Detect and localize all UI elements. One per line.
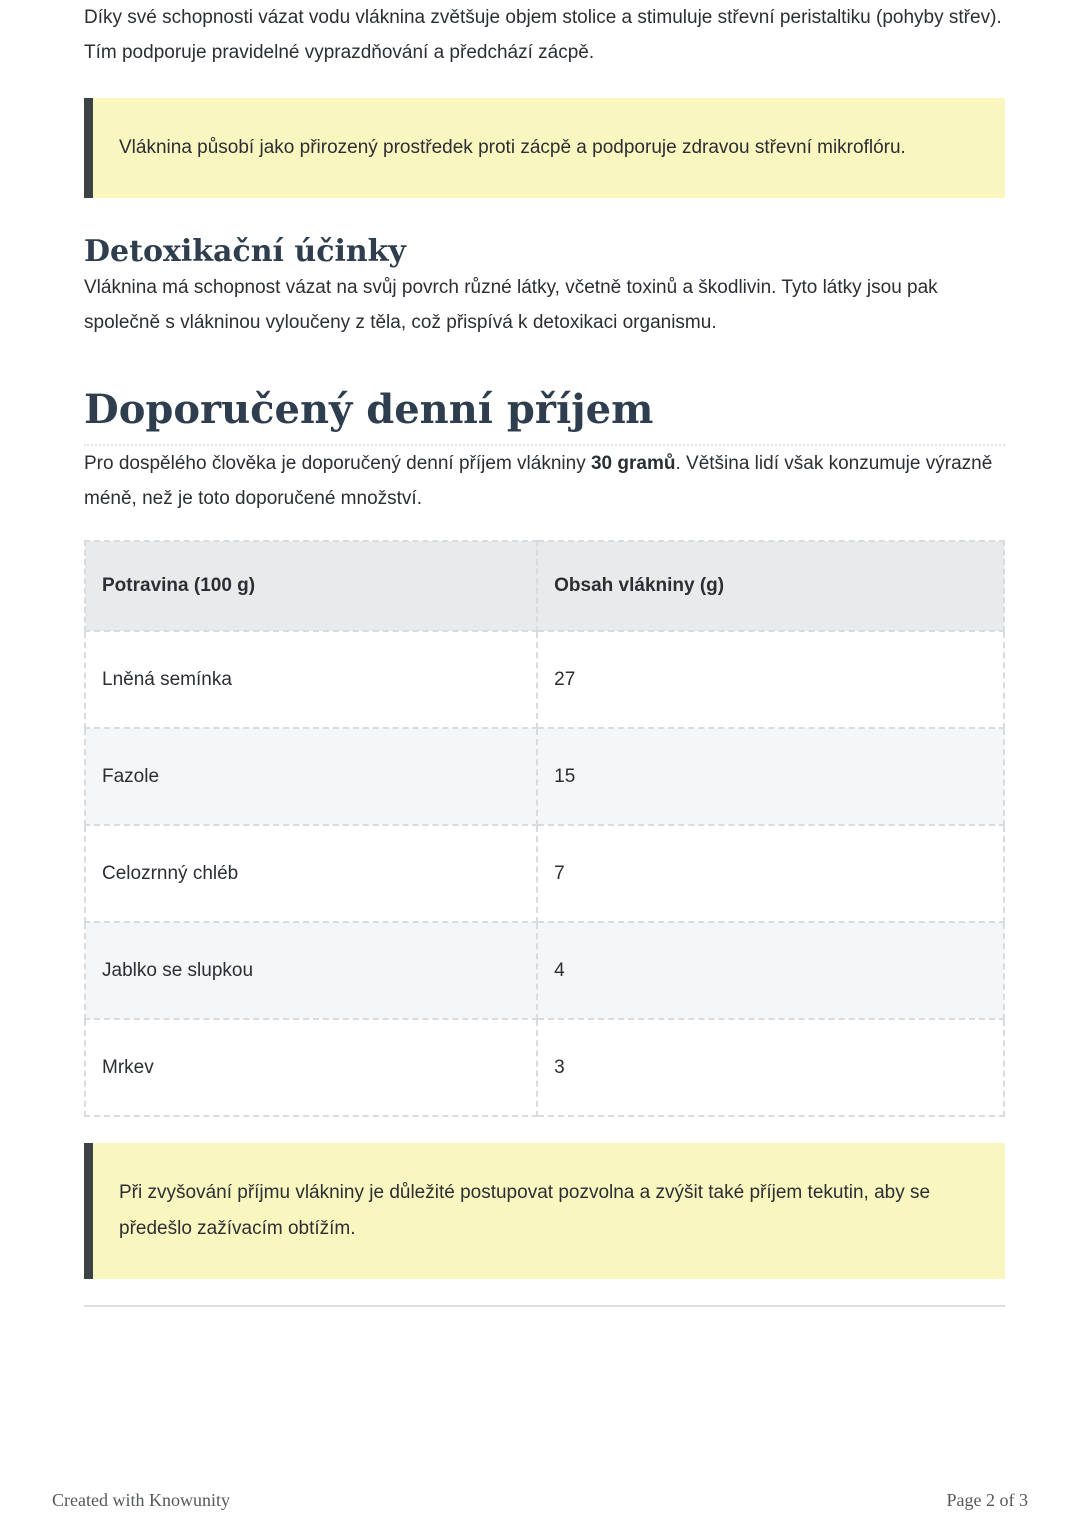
page-number: Page 2 of 3 (946, 1490, 1028, 1510)
page-footer (52, 1490, 1028, 1511)
food-cell: Mrkev (85, 1019, 537, 1116)
food-cell: Celozrnný chléb (85, 825, 537, 922)
table-row (85, 922, 1004, 1019)
daily-intake-paragraph (84, 446, 1005, 516)
detox-paragraph: Vláknina má schopnost vázat na svůj povrch různé látky, včetně toxinů a škodlivin. Tyto látky jsou pak společně s vlákninou vyloučeny z těla, což přispívá k detoxikaci organismu. (84, 277, 938, 333)
table-header-row (85, 541, 1004, 631)
table-body (85, 631, 1004, 1116)
footer-branding: Created with Knowunity (52, 1490, 230, 1510)
food-cell: Fazole (85, 728, 537, 825)
daily-intake-heading: Doporučený denní příjem (84, 386, 1005, 446)
food-cell: Lněná semínka (85, 631, 537, 728)
table-row (85, 631, 1004, 728)
fiber-cell: 15 (537, 728, 1004, 825)
table-row (85, 728, 1004, 825)
food-cell: Jablko se slupkou (85, 922, 537, 1019)
daily-intake-amount: 30 gramů (590, 453, 676, 474)
callout-increase-intake-text: Při zvyšování příjmu vlákniny je důležité postupovat pozvolna a zvýšit také příjem tekutin, aby se předešlo zažívacím obtížím. (119, 1182, 931, 1239)
callout-constipation (84, 98, 1005, 198)
table-row (85, 1019, 1004, 1116)
footer-divider (84, 1305, 1005, 1307)
fiber-cell: 27 (537, 631, 1004, 728)
table-row (85, 825, 1004, 922)
table-header (85, 541, 1004, 631)
detox-heading: Detoxikační účinky (84, 234, 406, 269)
callout-constipation-text: Vláknina působí jako přirozený prostředek proti zácpě a podporuje zdravou střevní mikroflóru. (119, 137, 906, 158)
fiber-cell: 7 (537, 825, 1004, 922)
daily-intake-tail: . Většina lidí však konzumuje výrazně méně, než je toto doporučené množství. (84, 453, 993, 509)
fiber-cell: 3 (537, 1019, 1004, 1116)
callout-increase-intake (84, 1143, 1005, 1279)
fiber-cell: 4 (537, 922, 1004, 1019)
daily-intake-lead: Pro dospělého člověka je doporučený denní příjem vlákniny (84, 453, 591, 474)
intro-paragraph: Díky své schopnosti vázat vodu vláknina zvětšuje objem stolice a stimuluje střevní peristaltiku (pohyby střev). Tím podporuje pravidelné vyprazdňování a předchází zácpě. (84, 7, 1002, 63)
column-header-fiber: Obsah vlákniny (g) (537, 541, 1004, 631)
column-header-food: Potravina (100 g) (85, 541, 537, 631)
fiber-content-table (84, 540, 1005, 1117)
